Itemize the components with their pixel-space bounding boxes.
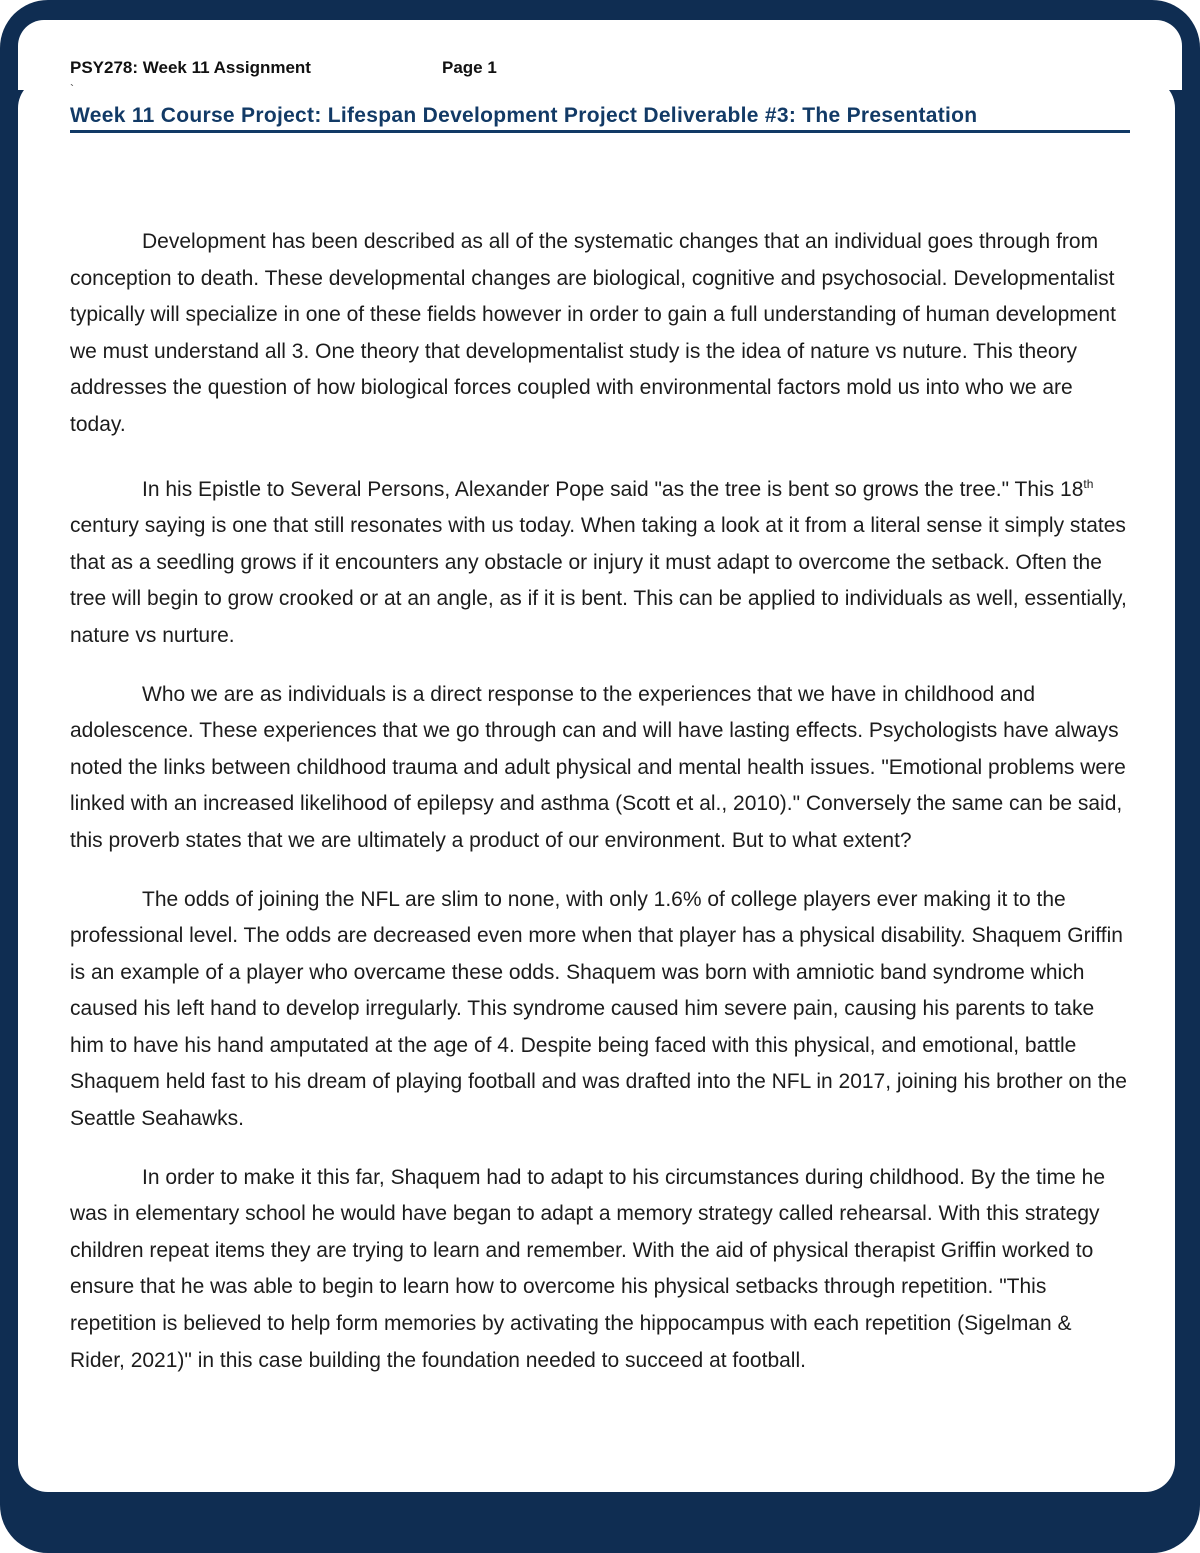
document-body (70, 224, 1130, 1401)
ordinal-suffix: th (1083, 476, 1094, 491)
stray-mark: ` (70, 82, 74, 96)
paragraph-2 (70, 466, 1130, 655)
paragraph-4: The odds of joining the NFL are slim to none, with only 1.6% of college players ever making it to the professional level. The odds are decreased even more when that player has a physical disability. Shaquem Griffin is an example of a player who overcame these odds. Shaquem was born with amniotic band syndrome which caused his left hand to develop irregularly. This syndrome caused him severe pain, causing his parents to take him to have his hand amputated at the age of 4. Despite being faced with this physical, and emotional, battle Shaquem held fast to his dream of playing football and was drafted into the NFL in 2017, joining his brother on the Seattle Seahawks. (70, 887, 1127, 1131)
paragraph-5: In order to make it this far, Shaquem had to adapt to his circumstances during childhood. By the time he was in elementary school he would have began to adapt a memory strategy called rehearsal. With this strategy children repeat items they are trying to learn and remember. With the aid of physical therapist Griffin worked to ensure that he was able to begin to learn how to overcome his physical setbacks through repetition. "This repetition is believed to help form memories by activating the hippocampus with each repetition (Sigelman & Rider, 2021)" in this case building the foundation needed to succeed at football. (70, 1165, 1106, 1372)
paragraph-2-part-a: In his Epistle to Several Persons, Alexander Pope said "as the tree is bent so grows the tree." This 18 (142, 477, 1084, 501)
running-header (70, 58, 497, 78)
paragraph-3: Who we are as individuals is a direct response to the experiences that we have in childhood and adolescence. These experiences that we go through can and will have lasting effects. Psychologists have always noted the links between childhood trauma and adult physical and mental health issues. "Emotional problems were linked with an increased likelihood of epilepsy and asthma (Scott et al., 2010)." Conversely the same can be said, this proverb states that we are ultimately a product of our environment. But to what extent? (70, 682, 1126, 852)
paragraph-1: Development has been described as all of the systematic changes that an individual goes through from conception to death. These developmental changes are biological, cognitive and psychosocial. Developmentalist typically will specialize in one of these fields however in order to gain a full understanding of human development we must understand all 3. One theory that developmentalist study is the idea of nature vs nuture. This theory addresses the question of how biological forces coupled with environmental factors mold us into who we are today. (70, 230, 1116, 436)
document-title: Week 11 Course Project: Lifespan Development Project Deliverable #3: The Presentation (70, 104, 1130, 133)
page-number: Page 1 (442, 58, 497, 77)
course-label: PSY278: Week 11 Assignment (70, 58, 311, 77)
paragraph-2-part-b: century saying is one that still resonates with us today. When taking a look at it from a literal sense it simply states that as a seedling grows if it encounters any obstacle or injury it must adapt to overcome the setback. Often the tree will begin to grow crooked or at an angle, as if it is bent. This can be applied to individuals as well, essentially, nature vs nurture. (70, 514, 1127, 647)
